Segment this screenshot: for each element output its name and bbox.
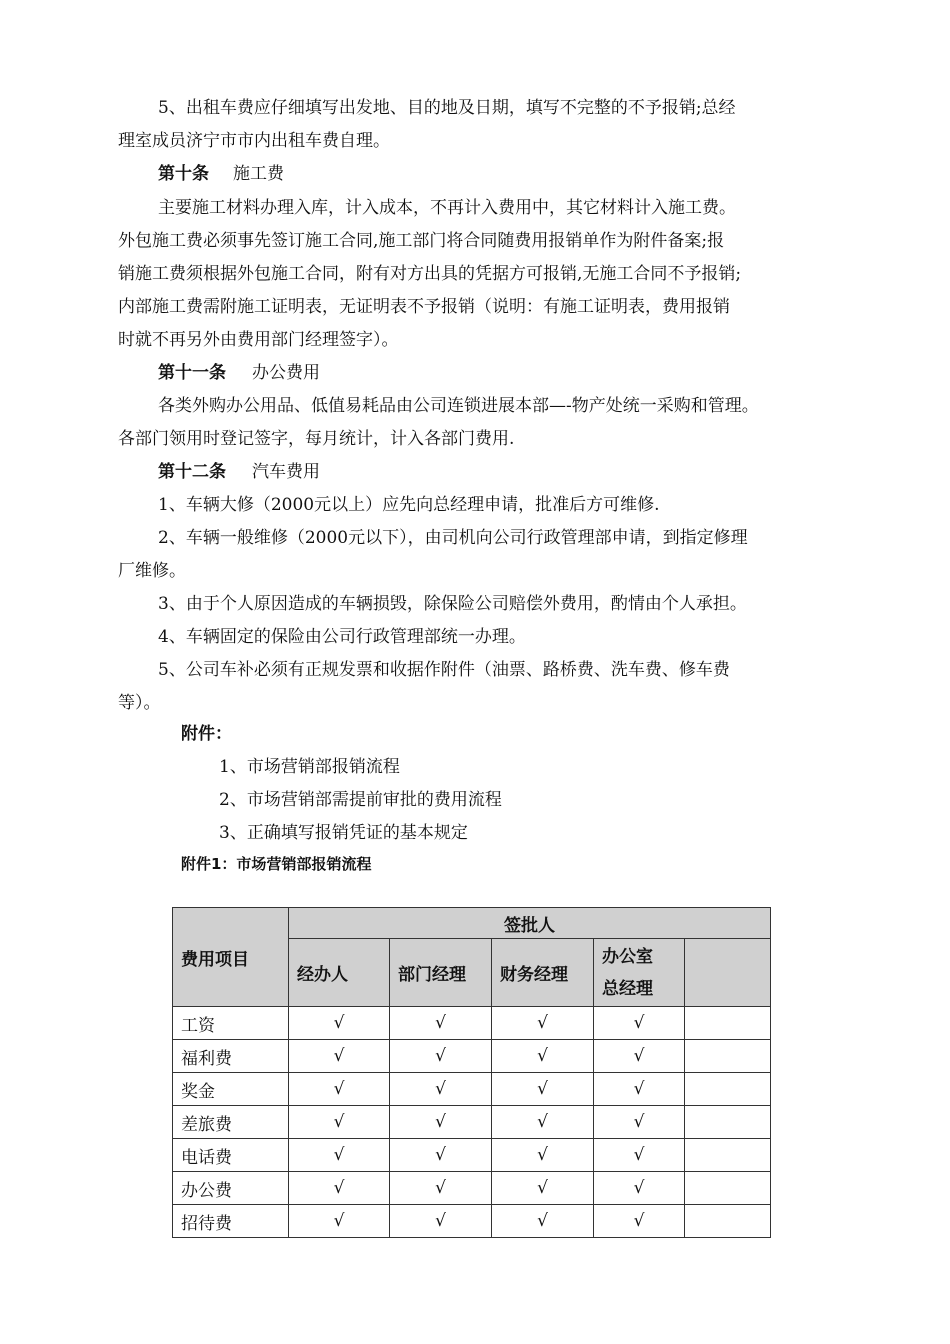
article-number: 第十条: [158, 164, 209, 184]
table-row: [173, 1139, 771, 1172]
paragraph-line: 4、车辆固定的保险由公司行政管理部统一办理。: [158, 627, 526, 647]
paragraph-line: 等）。: [118, 693, 161, 713]
approval-mark-cell: √: [594, 1205, 685, 1238]
table-title: 附件1：市场营销部报销流程: [181, 855, 372, 873]
table-row: [173, 1106, 771, 1139]
approval-mark-cell: √: [492, 1007, 594, 1040]
approval-mark-cell: √: [594, 1073, 685, 1106]
attachment-item: 2、市场营销部需提前审批的费用流程: [219, 790, 502, 810]
column-header: 经办人: [289, 939, 390, 1007]
expense-item-cell: 工资: [173, 1007, 289, 1040]
attachments-heading: 附件：: [181, 724, 232, 744]
approval-mark-cell: √: [492, 1073, 594, 1106]
attachment-item: 1、市场营销部报销流程: [219, 757, 400, 777]
approval-mark-cell: [685, 1106, 771, 1139]
paragraph-line: 内部施工费需附施工证明表，无证明表不予报销（说明：有施工证明表，费用报销: [118, 297, 730, 317]
approval-mark-cell: √: [390, 1106, 492, 1139]
paragraph-line: 2、车辆一般维修（2000元以下），由司机向公司行政管理部申请，到指定修理: [158, 528, 748, 548]
approval-mark-cell: √: [390, 1139, 492, 1172]
expense-item-cell: 差旅费: [173, 1106, 289, 1139]
expense-item-cell: 办公费: [173, 1172, 289, 1205]
approval-mark-cell: √: [492, 1040, 594, 1073]
expense-item-cell: 奖金: [173, 1073, 289, 1106]
approval-mark-cell: √: [390, 1205, 492, 1238]
approval-mark-cell: √: [594, 1139, 685, 1172]
approval-mark-cell: [685, 1040, 771, 1073]
column-header: [685, 939, 771, 1007]
approval-mark-cell: √: [492, 1106, 594, 1139]
column-header: 部门经理: [390, 939, 492, 1007]
paragraph-line: 各部门领用时登记签字，每月统计，计入各部门费用.: [118, 429, 515, 449]
paragraph-line: 理室成员济宁市市内出租车费自理。: [118, 131, 390, 151]
attachment-item: 3、正确填写报销凭证的基本规定: [219, 823, 468, 843]
approval-mark-cell: √: [390, 1073, 492, 1106]
article-number: 第十二条: [158, 462, 226, 482]
paragraph-line: 5、公司车补必须有正规发票和收据作附件（油票、路桥费、洗车费、修车费: [158, 660, 730, 680]
approval-mark-cell: √: [289, 1073, 390, 1106]
approval-mark-cell: √: [390, 1007, 492, 1040]
approval-mark-cell: √: [492, 1139, 594, 1172]
expense-item-header: 费用项目: [173, 908, 289, 1007]
approval-mark-cell: √: [390, 1172, 492, 1205]
approval-mark-cell: [685, 1073, 771, 1106]
approval-mark-cell: [685, 1139, 771, 1172]
approver-header: 签批人: [289, 908, 771, 939]
paragraph-line: 外包施工费必须事先签订施工合同,施工部门将合同随费用报销单作为附件备案;报: [118, 231, 725, 251]
approval-mark-cell: √: [289, 1007, 390, 1040]
expense-item-cell: 招待费: [173, 1205, 289, 1238]
table-row: [173, 1040, 771, 1073]
article-title: 办公费用: [252, 363, 320, 383]
approval-mark-cell: √: [289, 1106, 390, 1139]
approval-mark-cell: √: [594, 1007, 685, 1040]
column-header-line: 总经理: [602, 978, 653, 999]
approval-table: [172, 907, 771, 1238]
paragraph-line: 各类外购办公用品、低值易耗品由公司连锁进展本部—-物产处统一采购和管理。: [158, 396, 759, 416]
paragraph-line: 5、出租车费应仔细填写出发地、目的地及日期，填写不完整的不予报销;总经: [158, 98, 736, 118]
column-header-line: 办公室: [602, 946, 653, 967]
approval-mark-cell: √: [289, 1172, 390, 1205]
paragraph-line: 1、车辆大修（2000元以上）应先向总经理申请，批准后方可维修.: [158, 495, 660, 515]
expense-item-cell: 电话费: [173, 1139, 289, 1172]
article-title: 施工费: [233, 164, 284, 184]
approval-mark-cell: √: [594, 1040, 685, 1073]
paragraph-line: 3、由于个人原因造成的车辆损毁，除保险公司赔偿外费用，酌情由个人承担。: [158, 594, 747, 614]
table-row: [173, 1172, 771, 1205]
column-header: [594, 939, 685, 1007]
paragraph-line: 主要施工材料办理入库，计入成本，不再计入费用中，其它材料计入施工费。: [158, 198, 736, 218]
approval-mark-cell: √: [492, 1205, 594, 1238]
approval-mark-cell: √: [390, 1040, 492, 1073]
article-number: 第十一条: [158, 363, 226, 383]
table-row: [173, 1007, 771, 1040]
paragraph-line: 销施工费须根据外包施工合同，附有对方出具的凭据方可报销,无施工合同不予报销;: [118, 264, 742, 284]
approval-mark-cell: [685, 1205, 771, 1238]
approval-mark-cell: √: [289, 1205, 390, 1238]
table-row: [173, 1205, 771, 1238]
approval-mark-cell: √: [492, 1172, 594, 1205]
article-title: 汽车费用: [252, 462, 320, 482]
column-header: 财务经理: [492, 939, 594, 1007]
approval-mark-cell: √: [289, 1139, 390, 1172]
paragraph-line: 厂维修。: [118, 561, 186, 581]
approval-mark-cell: [685, 1007, 771, 1040]
approval-mark-cell: √: [594, 1172, 685, 1205]
paragraph-line: 时就不再另外由费用部门经理签字）。: [118, 330, 399, 350]
table-row: [173, 1073, 771, 1106]
approval-mark-cell: [685, 1172, 771, 1205]
expense-item-cell: 福利费: [173, 1040, 289, 1073]
approval-mark-cell: √: [289, 1040, 390, 1073]
approval-mark-cell: √: [594, 1106, 685, 1139]
